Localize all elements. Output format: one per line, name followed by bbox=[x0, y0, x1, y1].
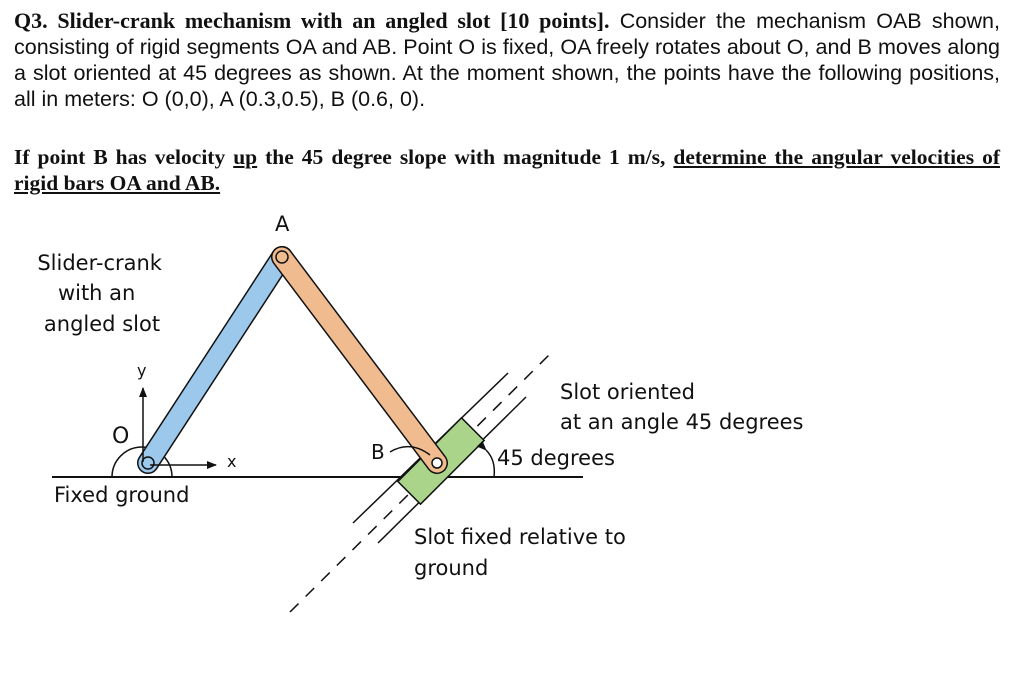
task-underlined: determine the angular velocities of rigid bars OA and AB. bbox=[14, 145, 1000, 195]
angle-caption: 45 degrees bbox=[497, 446, 615, 470]
task-text-2: the 45 degree slope with magnitude 1 m/s, bbox=[257, 145, 674, 169]
label-A: A bbox=[275, 212, 290, 236]
label-B: B bbox=[371, 440, 385, 464]
slot-caption: Slot oriented at an angle 45 degrees bbox=[560, 380, 804, 434]
slot-fixed-caption: Slot fixed relative to ground bbox=[414, 525, 626, 580]
mechanism-caption: Slider-crank with an angled slot bbox=[37, 251, 162, 336]
task-text-1: If point B has velocity bbox=[14, 145, 234, 169]
label-y: y bbox=[137, 361, 147, 380]
label-O: O bbox=[112, 424, 130, 449]
label-x: x bbox=[227, 452, 237, 471]
angle-arc bbox=[486, 450, 494, 477]
task-up: up bbox=[233, 145, 258, 169]
pin-B bbox=[432, 458, 442, 468]
ground-caption: Fixed ground bbox=[54, 483, 190, 507]
question-title: Q3. Slider-crank mechanism with an angled slot [10 points]. bbox=[14, 8, 610, 33]
question-body: Consider the mechanism OAB shown, consisting of rigid segments OA and AB. Point O is fixed, OA freely rotates about O, and B moves along a slot oriented at 45 degrees as shown. At the moment shown, the points have the following positions, all in meters: O (0,0), A (0.3,0.5), B (0.6, 0). bbox=[14, 9, 1000, 111]
